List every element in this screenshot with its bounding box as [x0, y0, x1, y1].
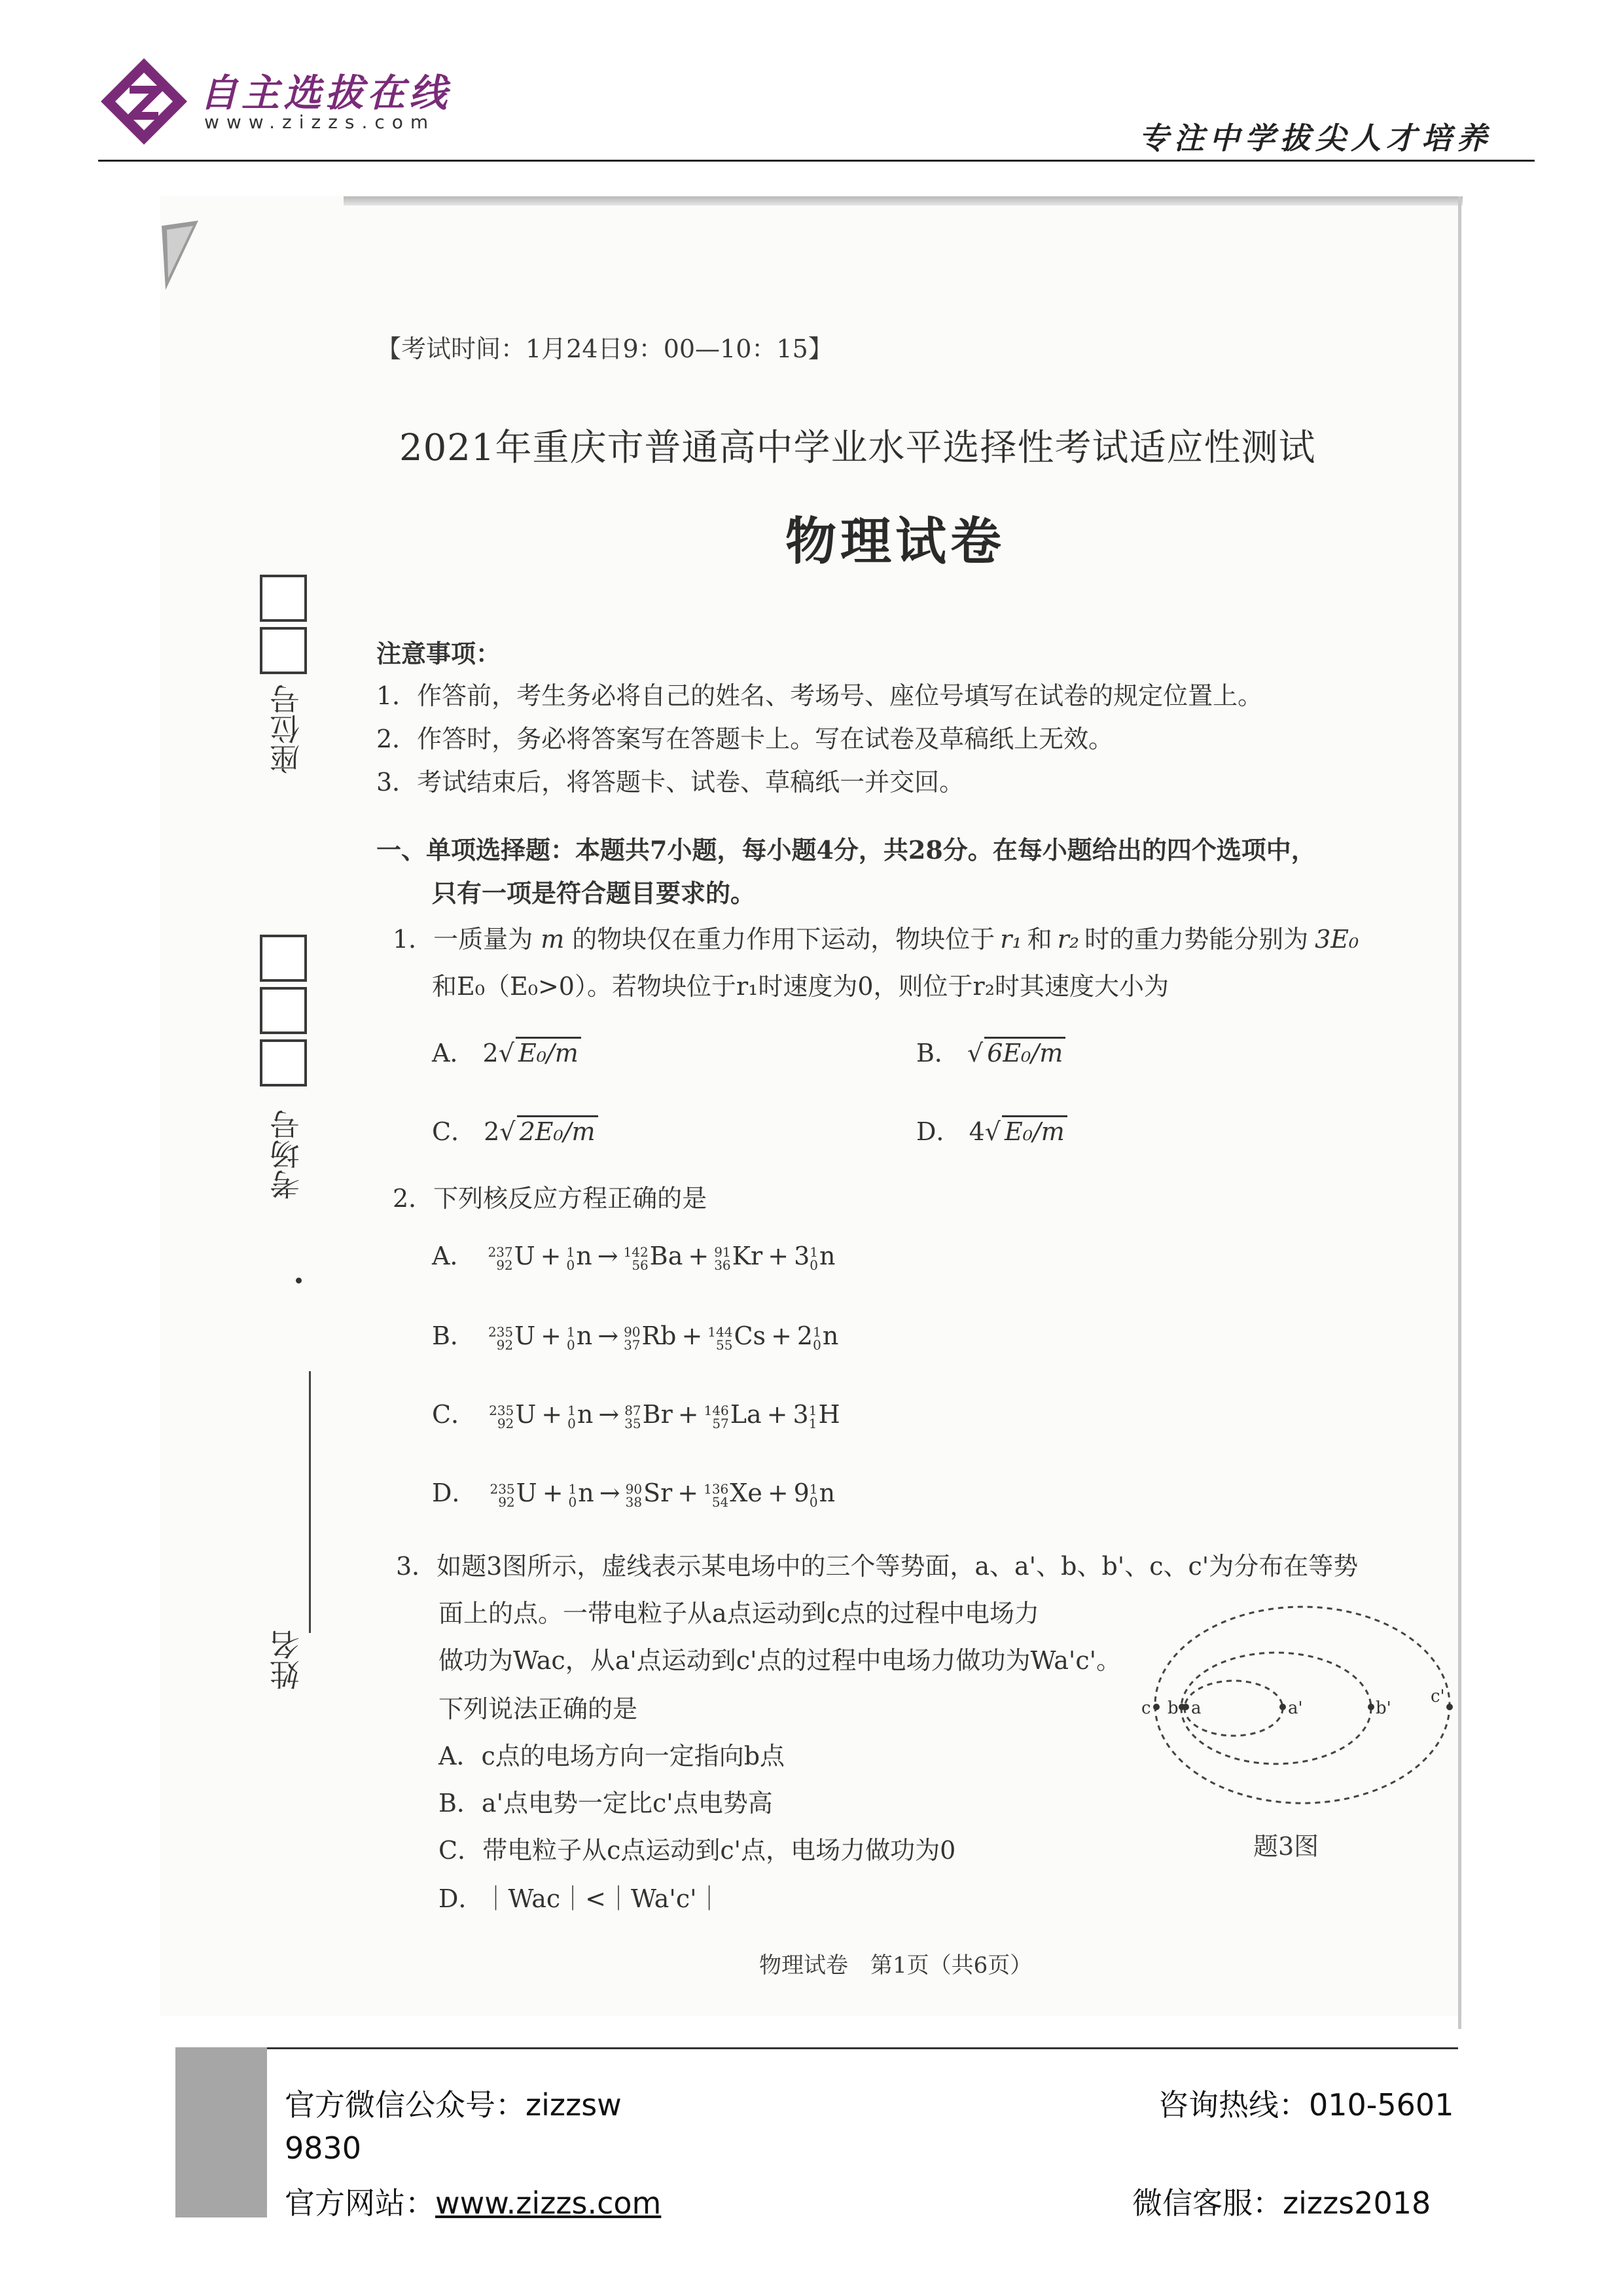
nuclide	[624, 1321, 677, 1353]
nuclide	[488, 1242, 535, 1273]
atomic-number: 0	[809, 1494, 818, 1510]
reaction-arrow: →	[597, 1321, 619, 1350]
coefficient: 2	[796, 1321, 813, 1350]
footer-hotline: 咨询热线：010-5601	[1158, 2087, 1454, 2123]
exam-time: 【考试时间：1月24日9：00—10：15】	[376, 334, 833, 363]
plus-sign: +	[541, 1321, 562, 1350]
nuclide-numbers	[567, 1246, 575, 1272]
q1-text: 时的重力势能分别为	[1084, 925, 1309, 954]
q1-stem-line2: 和E₀（E₀>0）。若物块位于r₁时速度为0，则位于r₂时其速度大小为	[432, 972, 1169, 1001]
q3-option-d[interactable]: D．｜Wac｜<｜Wa'c'｜	[438, 1884, 722, 1913]
reaction-arrow: →	[599, 1479, 620, 1507]
element-symbol: n	[576, 1242, 592, 1270]
nuclide-numbers	[624, 1325, 640, 1352]
mass-number: 146	[704, 1402, 729, 1418]
element-symbol: U	[514, 1242, 535, 1270]
nuclide-numbers	[809, 1404, 817, 1430]
label-a-prime: a'	[1288, 1698, 1303, 1718]
atomic-number: 0	[567, 1336, 575, 1353]
q2-stem: 2．下列核反应方程正确的是	[393, 1184, 707, 1213]
nuclide	[489, 1400, 536, 1429]
seat-box-2[interactable]	[260, 627, 307, 674]
nuclide	[793, 1400, 840, 1429]
nuclide	[567, 1400, 593, 1429]
q3-option-a[interactable]: A．c点的电场方向一定指向b点	[438, 1742, 785, 1770]
footer-wechat-cont: 9830	[285, 2130, 362, 2166]
nuclide	[567, 1321, 593, 1353]
element-symbol: Ba	[649, 1242, 683, 1270]
q3-option-c[interactable]: C．带电粒子从c点运动到c'点，电场力做功为0	[438, 1836, 956, 1865]
footer-site-label: 官方网站：	[285, 2185, 435, 2221]
side-dot	[296, 1278, 302, 1283]
mass-number: 1	[809, 1480, 818, 1497]
atomic-number: 0	[567, 1415, 576, 1431]
plus-sign: +	[677, 1479, 699, 1507]
element-symbol: U	[515, 1400, 537, 1429]
point-c	[1153, 1704, 1160, 1710]
plus-sign: +	[540, 1242, 562, 1270]
mass-number: 235	[490, 1480, 515, 1497]
option-coef: 2	[482, 1039, 499, 1067]
q3-stem-line2: 面上的点。一带电粒子从a点运动到c点的过程中电场力	[438, 1599, 1039, 1628]
element-symbol: Kr	[732, 1242, 763, 1270]
element-symbol: H	[818, 1400, 840, 1429]
equipotential-middle	[1181, 1653, 1371, 1764]
option-coef: 4	[969, 1117, 985, 1146]
section-heading-cont: 只有一项是符合题目要求的。	[432, 878, 756, 908]
nuclide-numbers	[567, 1325, 575, 1352]
nuclide	[568, 1479, 594, 1510]
coefficient: 9	[793, 1479, 810, 1507]
mass-number: 91	[714, 1244, 731, 1260]
page-number: 物理试卷 第1页（共6页）	[759, 1952, 1033, 1979]
label-a: a	[1191, 1698, 1202, 1718]
coefficient: 3	[794, 1242, 810, 1270]
element-symbol: U	[514, 1321, 536, 1350]
seat-box-1[interactable]	[260, 575, 307, 622]
nuclide-numbers	[624, 1246, 649, 1272]
element-symbol: n	[819, 1242, 836, 1270]
nuclide-numbers	[813, 1325, 821, 1352]
nuclide-numbers	[810, 1482, 818, 1509]
option-label: A．	[432, 1242, 475, 1270]
plus-sign: +	[771, 1321, 792, 1350]
footer-service: 微信客服：zizzs2018	[1132, 2185, 1431, 2221]
atomic-number: 55	[716, 1336, 733, 1353]
atomic-number: 92	[496, 1257, 513, 1273]
nuclide	[707, 1321, 766, 1353]
mass-number: 235	[489, 1402, 514, 1418]
option-radicand: E₀/m	[1004, 1117, 1065, 1146]
element-symbol: n	[819, 1479, 836, 1507]
footer-gray-block	[175, 2047, 267, 2217]
logo-url[interactable]: www.zizzs.com	[204, 111, 436, 133]
name-write-line[interactable]	[309, 1371, 311, 1633]
nuclide-numbers	[569, 1482, 577, 1509]
nuclide-numbers	[490, 1482, 514, 1509]
room-box-1[interactable]	[260, 935, 307, 982]
mass-number: 87	[624, 1402, 641, 1418]
name-label: 姓名	[269, 1630, 304, 1690]
option-radicand: E₀/m	[518, 1039, 579, 1067]
q1-r2: r₂	[1057, 925, 1080, 954]
nuclide-numbers	[567, 1404, 576, 1430]
nuclide	[796, 1321, 839, 1353]
header-slogan: 专注中学拔尖人才培养	[1139, 120, 1492, 156]
plus-sign: +	[542, 1479, 563, 1507]
seat-label: 座位号	[269, 684, 304, 774]
q2-option[interactable]	[432, 1236, 835, 1272]
notes-item: 3．考试结束后，将答题卡、试卷、草稿纸一并交回。	[376, 768, 965, 797]
option-radicand: 2E₀/m	[519, 1117, 596, 1146]
mass-number: 1	[810, 1244, 818, 1260]
atomic-number: 1	[808, 1415, 817, 1431]
atomic-number: 36	[714, 1257, 731, 1273]
atomic-number: 38	[625, 1494, 643, 1510]
nuclide-numbers	[626, 1482, 642, 1509]
nuclide-numbers	[714, 1246, 730, 1272]
exam-title: 2021年重庆市普通高中学业水平选择性考试适应性测试	[399, 427, 1316, 469]
point-b-prime	[1368, 1704, 1374, 1710]
atomic-number: 0	[568, 1494, 577, 1510]
option-label: C．	[432, 1400, 476, 1429]
q1-option-c[interactable]: C． 2√ 2E₀/m	[432, 1111, 598, 1147]
atomic-number: 0	[566, 1257, 575, 1273]
footer-site-link[interactable]: www.zizzs.com	[435, 2185, 662, 2221]
nuclide-numbers	[707, 1325, 732, 1352]
room-box-3[interactable]	[260, 1039, 307, 1086]
atomic-number: 56	[632, 1257, 649, 1273]
element-symbol: n	[578, 1479, 594, 1507]
option-label: C．	[432, 1117, 476, 1146]
plus-sign: +	[681, 1321, 703, 1350]
atomic-number: 0	[813, 1336, 821, 1353]
nuclide-numbers	[624, 1404, 641, 1430]
atomic-number: 92	[496, 1336, 514, 1353]
mass-number: 1	[567, 1323, 575, 1340]
q3-option-b[interactable]: B．a'点电势一定比c'点电势高	[438, 1789, 773, 1818]
q1-text: 1．一质量为	[393, 925, 533, 954]
equipotential-figure	[1139, 1597, 1453, 1813]
element-symbol: n	[576, 1321, 593, 1350]
mass-number: 1	[568, 1480, 577, 1497]
q2-option[interactable]	[432, 1316, 838, 1352]
element-symbol: U	[516, 1479, 537, 1507]
q2-option[interactable]	[432, 1394, 840, 1430]
q1-energy: 3E₀	[1315, 925, 1359, 954]
element-symbol: Rb	[641, 1321, 677, 1350]
option-label: B．	[916, 1039, 959, 1067]
mass-number: 237	[488, 1244, 513, 1260]
atomic-number: 37	[624, 1336, 641, 1353]
room-label: 考场号	[269, 1109, 304, 1200]
plus-sign: +	[768, 1242, 789, 1270]
element-symbol: Sr	[643, 1479, 673, 1507]
q3-stem-line1: 3．如题3图所示，虚线表示某电场中的三个等势面，a、a'、b、b'、c、c'为分布在等势	[396, 1552, 1359, 1581]
notes-item: 2．作答时，务必将答案写在答题卡上。写在试卷及草稿纸上无效。	[376, 725, 1114, 753]
section-heading: 一、单项选择题：本题共7小题，每小题4分，共28分。在每小题给出的四个选项中，	[376, 835, 1316, 865]
nuclide-numbers	[488, 1325, 513, 1352]
element-symbol: Br	[642, 1400, 673, 1429]
q2-option[interactable]	[432, 1473, 835, 1509]
nuclide	[794, 1242, 836, 1273]
label-c: c	[1141, 1698, 1151, 1718]
option-label: D．	[432, 1479, 477, 1507]
mass-number: 142	[623, 1244, 649, 1260]
plus-sign: +	[767, 1479, 789, 1507]
q1-text: 和	[1027, 925, 1052, 954]
point-a-prime	[1279, 1704, 1286, 1710]
paper-top-edge	[344, 196, 1463, 206]
nuclide	[714, 1242, 763, 1273]
mass-number: 1	[813, 1323, 821, 1340]
nuclide	[490, 1479, 537, 1510]
nuclide-numbers	[810, 1246, 818, 1272]
atomic-number: 0	[810, 1257, 818, 1273]
point-c-prime	[1446, 1704, 1453, 1710]
figure-caption: 题3图	[1253, 1832, 1319, 1861]
paper-right-edge	[1458, 196, 1461, 2029]
q1-option-b[interactable]: B． √ 6E₀/m	[916, 1033, 1065, 1069]
coefficient: 3	[793, 1400, 809, 1429]
mass-number: 235	[488, 1323, 514, 1340]
nuclide	[625, 1479, 673, 1510]
reaction-arrow: →	[597, 1242, 618, 1270]
plus-sign: +	[766, 1400, 788, 1429]
q1-option-a[interactable]: A． 2√ E₀/m	[432, 1033, 581, 1069]
mass-number: 1	[566, 1244, 575, 1260]
nuclide-numbers	[488, 1246, 512, 1272]
nuclide	[566, 1242, 592, 1273]
atomic-number: 92	[497, 1415, 514, 1431]
option-label: D．	[916, 1117, 961, 1146]
nuclide	[704, 1400, 762, 1429]
plus-sign: +	[541, 1400, 563, 1429]
atomic-number: 54	[711, 1494, 729, 1510]
header-divider	[98, 160, 1535, 162]
q1-text: 的物块仅在重力作用下运动，物块位于	[572, 925, 995, 954]
room-box-2[interactable]	[260, 987, 307, 1034]
notes-item: 1．作答前，考生务必将自己的姓名、考场号、座位号填写在试卷的规定位置上。	[376, 681, 1263, 710]
nuclide-numbers	[704, 1404, 729, 1430]
nuclide	[704, 1479, 762, 1510]
label-b: b	[1168, 1698, 1179, 1718]
footer-wechat: 官方微信公众号：zizzsw	[285, 2087, 622, 2123]
element-symbol: Cs	[734, 1321, 766, 1350]
nuclide	[623, 1242, 683, 1273]
nuclide	[624, 1400, 673, 1429]
nuclide-numbers	[489, 1404, 514, 1430]
footer-site	[285, 2179, 661, 2223]
element-symbol: n	[577, 1400, 594, 1429]
q3-stem-line4: 下列说法正确的是	[438, 1695, 638, 1723]
logo-text: 自主选拔在线	[200, 71, 452, 115]
q1-stem-line1	[393, 919, 1359, 955]
reaction-arrow: →	[598, 1400, 620, 1429]
element-symbol: La	[730, 1400, 762, 1429]
label-c-prime: c'	[1431, 1687, 1445, 1706]
option-label: B．	[432, 1321, 475, 1350]
notes-heading: 注意事项：	[376, 639, 501, 668]
nuclide	[793, 1479, 836, 1510]
q1-option-d[interactable]: D． 4√ E₀/m	[916, 1111, 1067, 1147]
atomic-number: 57	[712, 1415, 729, 1431]
label-b-prime: b'	[1376, 1698, 1391, 1718]
q3-stem-line3: 做功为Wac，从a'点运动到c'点的过程中电场力做功为Wa'c'。	[438, 1646, 1122, 1675]
mass-number: 1	[567, 1402, 576, 1418]
mass-number: 1	[808, 1402, 817, 1418]
option-label: A．	[432, 1039, 475, 1067]
atomic-number: 35	[624, 1415, 641, 1431]
paper-name: 物理试卷	[785, 512, 1006, 571]
mass-number: 90	[624, 1323, 641, 1340]
mass-number: 144	[707, 1323, 733, 1340]
nuclide	[488, 1321, 536, 1353]
option-radicand: 6E₀/m	[987, 1039, 1063, 1067]
mass-number: 90	[625, 1480, 643, 1497]
logo-icon	[98, 56, 190, 147]
nuclide-numbers	[704, 1482, 728, 1509]
footer-divider	[175, 2047, 1458, 2049]
mass-number: 136	[704, 1480, 729, 1497]
q1-r1: r₁	[1000, 925, 1022, 954]
atomic-number: 92	[498, 1494, 515, 1510]
point-a	[1183, 1704, 1189, 1710]
element-symbol: n	[822, 1321, 839, 1350]
plus-sign: +	[677, 1400, 699, 1429]
option-coef: 2	[484, 1117, 500, 1146]
plus-sign: +	[688, 1242, 709, 1270]
element-symbol: Xe	[730, 1479, 762, 1507]
q1-mass: m	[541, 925, 565, 954]
corner-fold-icon	[160, 219, 200, 291]
